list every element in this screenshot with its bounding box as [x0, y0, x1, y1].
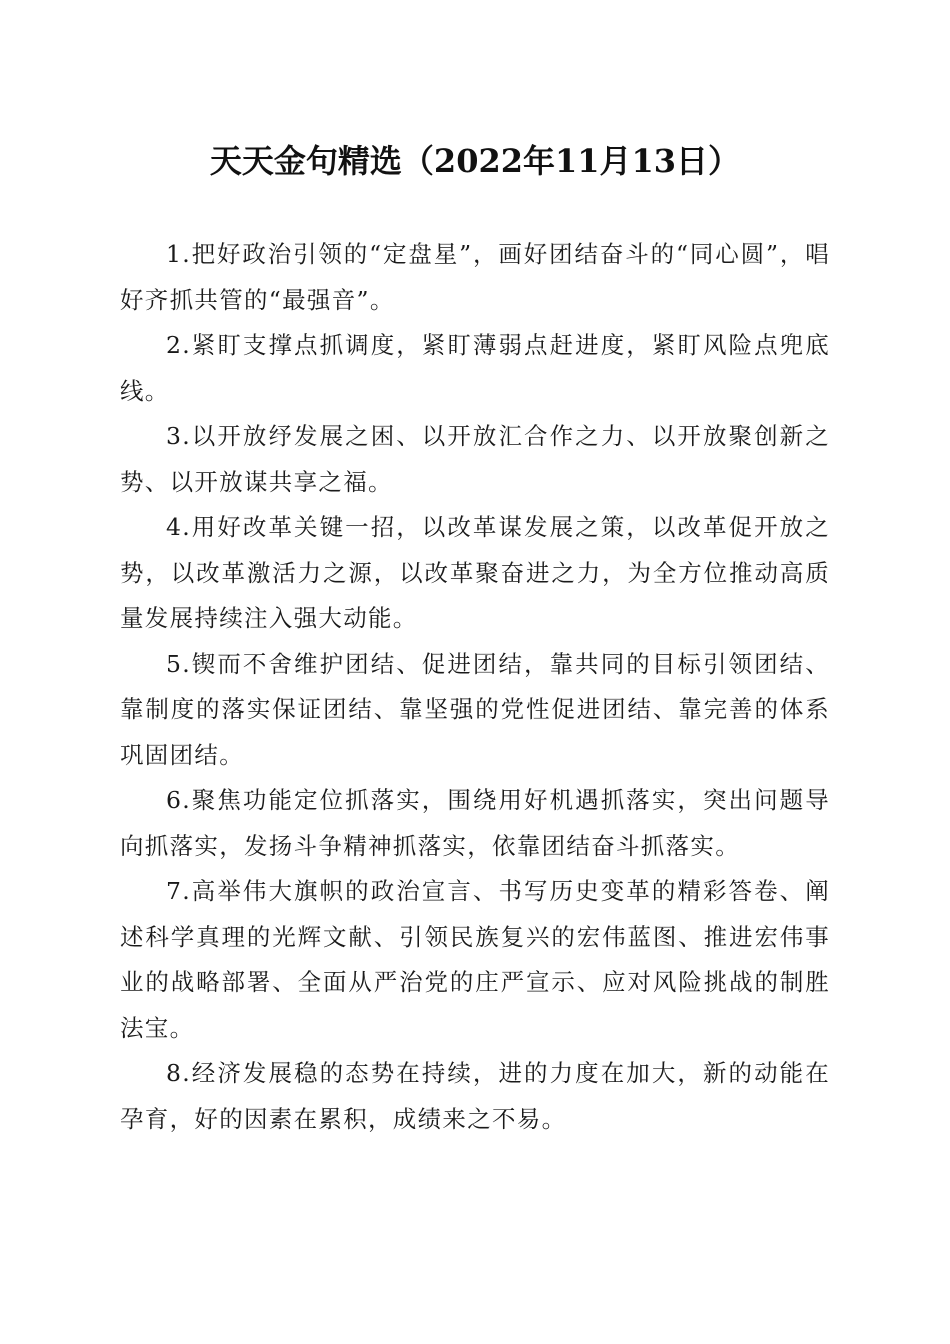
quote-item-8: 8.经济发展稳的态势在持续，进的力度在加大，新的动能在孕育，好的因素在累积，成绩来之不易。 [120, 1059, 830, 1133]
quote-item-1: 1.把好政治引领的“定盘星”，画好团结奋斗的“同心圆”，唱好齐抓共管的“最强音”。 [120, 240, 830, 314]
quote-item-7: 7.高举伟大旗帜的政治宣言、书写历史变革的精彩答卷、阐述科学真理的光辉文献、引领民族复兴的宏伟蓝图、推进宏伟事业的战略部署、全面从严治党的庄严宣示、应对风险挑战的制胜法宝。 [120, 877, 830, 1042]
document-title: 天天金句精选（2022年11月13日） [209, 142, 741, 180]
quote-item-3: 3.以开放纾发展之困、以开放汇合作之力、以开放聚创新之势、以开放谋共享之福。 [120, 422, 830, 496]
quote-item-6: 6.聚焦功能定位抓落实，围绕用好机遇抓落实，突出问题导向抓落实，发扬斗争精神抓落实，依靠团结奋斗抓落实。 [120, 786, 830, 860]
quote-item-2: 2.紧盯支撑点抓调度，紧盯薄弱点赶进度，紧盯风险点兜底线。 [120, 331, 830, 405]
quote-item-5: 5.锲而不舍维护团结、促进团结，靠共同的目标引领团结、靠制度的落实保证团结、靠坚强的党性促进团结、靠完善的体系巩固团结。 [120, 649, 830, 769]
quote-list [120, 232, 830, 1142]
quote-item-4: 4.用好改革关键一招，以改革谋发展之策，以改革促开放之势，以改革激活力之源，以改革聚奋进之力，为全方位推动高质量发展持续注入强大动能。 [120, 513, 830, 632]
